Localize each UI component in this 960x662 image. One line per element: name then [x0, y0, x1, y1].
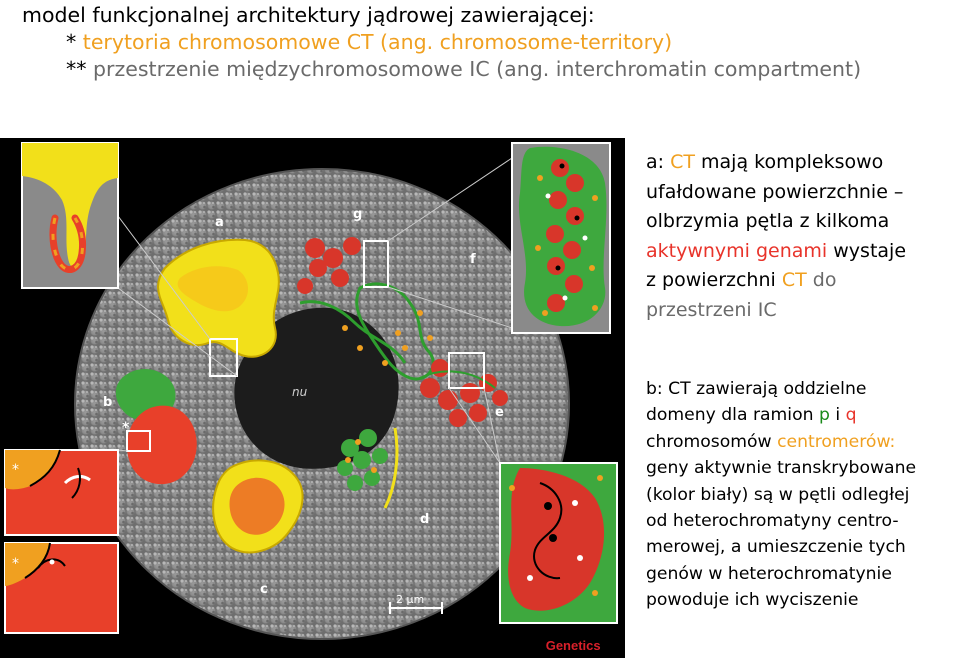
panel-a-text — [646, 148, 906, 325]
label-d: d — [420, 512, 430, 527]
inset-e — [500, 463, 617, 623]
panel-a-ct: CT — [670, 151, 695, 173]
label-f: f — [470, 252, 476, 267]
label-c: c — [260, 582, 268, 597]
star-b2: * — [12, 556, 19, 572]
scale-label: 2 μm — [396, 593, 425, 606]
panel-a-l5-prefix: z powierzchni — [646, 269, 782, 291]
territory-b-red — [127, 406, 197, 485]
panel-a-l2: ufałdowane powierzchnie – — [646, 180, 904, 203]
header-line-1 — [22, 2, 595, 29]
panel-b-l2-prefix: domeny dla ramion — [646, 405, 819, 426]
panel-a-l3: olbrzymia pętla z kilkoma — [646, 210, 890, 232]
panel-a-active-genes: aktywnymi genami — [646, 239, 828, 262]
panel-a-l5-ct: CT — [781, 269, 807, 291]
star-b: * — [122, 420, 130, 436]
label-nu: nu — [292, 385, 308, 399]
header-title: model funkcjonalnej architektury jądrowej zawierającej: — [22, 3, 595, 27]
double-star: ** — [66, 57, 94, 81]
single-star: * — [66, 30, 83, 54]
panel-a-l1-rest: mają kompleksowo — [694, 151, 884, 173]
inset-b2 — [5, 543, 118, 633]
ic-definition: przestrzenie międzychromosomowe IC (ang. interchromatin compartment) — [93, 57, 862, 81]
credit-line — [438, 638, 601, 653]
panel-b-l3-prefix: chromosomów — [646, 431, 778, 452]
header-line-2 — [66, 29, 672, 56]
credit-separator: | — [534, 638, 546, 653]
nucleus-figure — [0, 138, 625, 658]
panel-b-i: i — [829, 405, 846, 426]
panel-b-centromeres: centromerów: — [777, 431, 896, 452]
header-line-3 — [66, 56, 861, 83]
panel-a-l6: przestrzeni IC — [646, 298, 777, 321]
inset-a — [22, 143, 118, 288]
label-a: a — [215, 215, 224, 230]
panel-b-l9: powoduje ich wyciszenie — [646, 590, 859, 611]
panel-b-l1: b: CT zawierają oddzielne — [646, 379, 867, 399]
panel-b-text — [646, 376, 916, 614]
panel-b-l7: merowej, a umieszczenie tych — [646, 537, 906, 558]
panel-b-l6: od heterochromatyny centro- — [646, 511, 899, 532]
ct-definition: terytoria chromosomowe CT (ang. chromosome-territory) — [82, 30, 673, 54]
panel-a-l5-do: do — [806, 269, 837, 291]
label-b: b — [103, 395, 113, 410]
panel-b-q: q — [845, 405, 857, 426]
credit-journal: Nature Reviews — [438, 638, 535, 653]
panel-b-l5: (kolor biały) są w pętli odległej — [646, 484, 910, 505]
panel-b-l4: geny aktywnie transkrybowane — [646, 458, 917, 479]
panel-b-l8: genów w heterochromatynie — [646, 563, 892, 584]
panel-b-p: p — [818, 405, 830, 426]
inset-g — [512, 143, 610, 333]
label-g: g — [353, 207, 363, 222]
credit-section: Genetics — [545, 638, 601, 653]
star-b1: * — [12, 462, 19, 478]
panel-a-prefix: a: — [646, 151, 671, 173]
panel-a-l4-rest: wystaje — [827, 239, 907, 262]
label-e: e — [495, 405, 504, 420]
inset-b1 — [5, 450, 118, 535]
